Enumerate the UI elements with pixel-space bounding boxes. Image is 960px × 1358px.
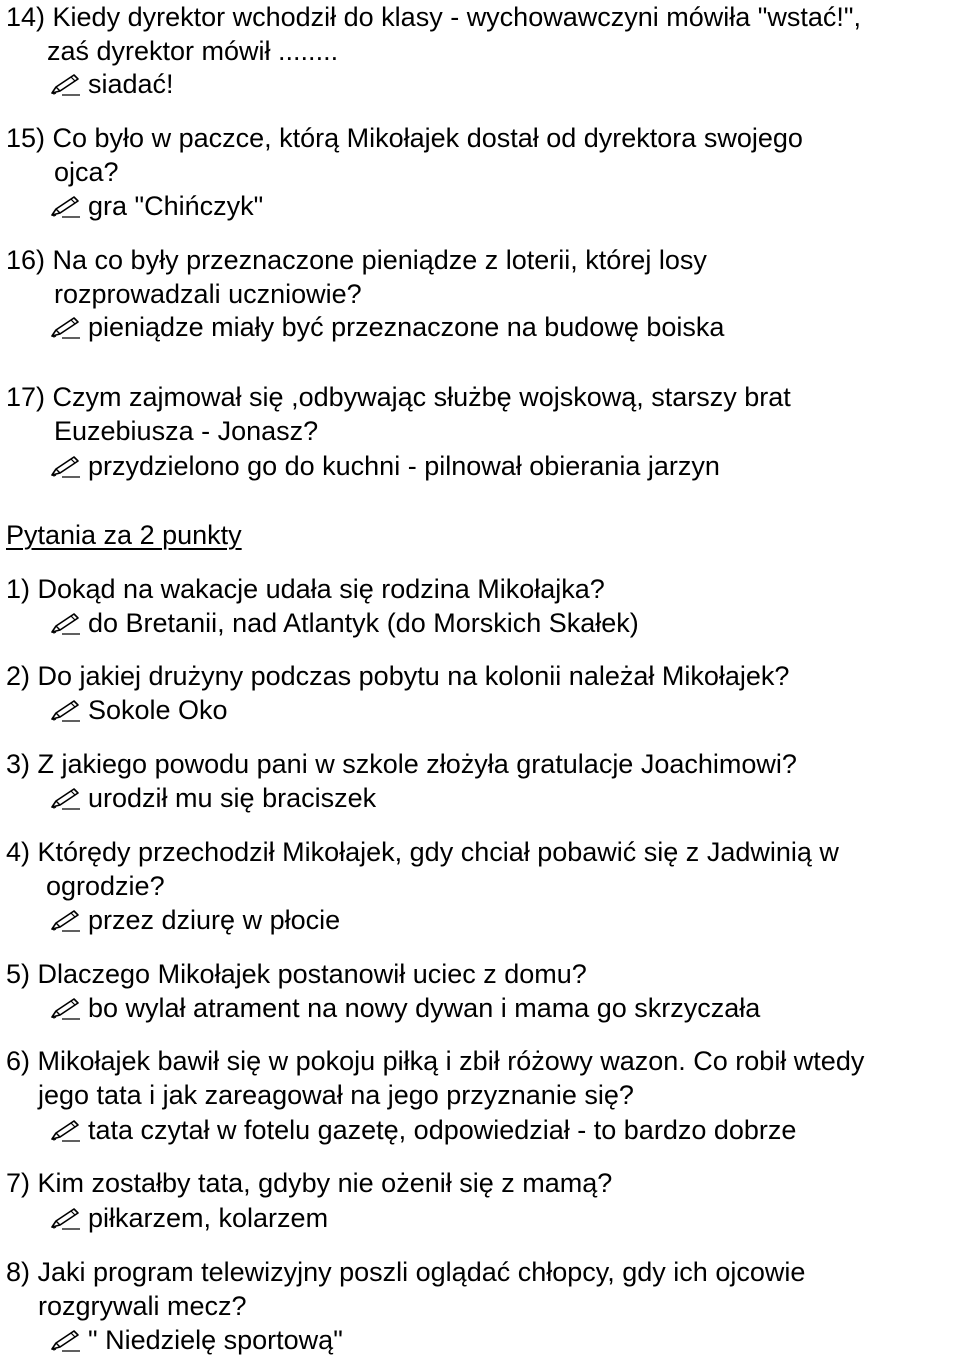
- pencil-icon: [50, 612, 84, 636]
- question-p6-line-2: jego tata i jak zareagował na jego przyznanie się?: [38, 1080, 634, 1110]
- question-p5-line-1: 5) Dlaczego Mikołajek postanowił uciec z domu?: [6, 959, 587, 989]
- pencil-icon: [50, 787, 84, 811]
- pencil-icon: [50, 73, 84, 97]
- question-16-line-1: 16) Na co były przeznaczone pieniądze z loterii, której losy: [6, 245, 707, 275]
- question-p8-line-1: 8) Jaki program telewizyjny poszli oglądać chłopcy, gdy ich ojcowie: [6, 1257, 806, 1287]
- question-17-line-1: 17) Czym zajmował się ,odbywając służbę wojskową, starszy brat: [6, 382, 791, 412]
- answer-16: pieniądze miały być przeznaczone na budowę boiska: [88, 312, 725, 342]
- question-p6-line-1: 6) Mikołajek bawił się w pokoju piłką i zbił różowy wazon. Co robił wtedy: [6, 1046, 865, 1076]
- answer-p4: przez dziurę w płocie: [88, 905, 341, 935]
- question-p8-line-2: rozgrywali mecz?: [38, 1291, 247, 1321]
- answer-15: gra "Chińczyk": [88, 191, 264, 221]
- pencil-icon: [50, 195, 84, 219]
- question-14-line-2: zaś dyrektor mówił ........: [47, 36, 339, 66]
- question-15-line-1: 15) Co było w paczce, którą Mikołajek dostał od dyrektora swojego: [6, 123, 803, 153]
- pencil-icon: [50, 997, 84, 1021]
- pencil-icon: [50, 1207, 84, 1231]
- answer-p5: bo wylał atrament na nowy dywan i mama go skrzyczała: [88, 993, 761, 1023]
- pencil-icon: [50, 1329, 84, 1353]
- answer-p7: piłkarzem, kolarzem: [88, 1203, 329, 1233]
- answer-p6: tata czytał w fotelu gazetę, odpowiedział - to bardzo dobrze: [88, 1115, 797, 1145]
- pencil-icon: [50, 316, 84, 340]
- question-p1-line-1: 1) Dokąd na wakacje udała się rodzina Mikołajka?: [6, 574, 605, 604]
- question-p7-line-1: 7) Kim zostałby tata, gdyby nie ożenił się z mamą?: [6, 1168, 613, 1198]
- pencil-icon: [50, 455, 84, 479]
- question-p4-line-2: ogrodzie?: [46, 871, 165, 901]
- question-16-line-2: rozprowadzali uczniowie?: [54, 279, 362, 309]
- pencil-icon: [50, 909, 84, 933]
- question-14-line-1: 14) Kiedy dyrektor wchodził do klasy - wychowawczyni mówiła "wstać!",: [6, 2, 861, 32]
- answer-p1: do Bretanii, nad Atlantyk (do Morskich Skałek): [88, 608, 639, 638]
- answer-14: siadać!: [88, 69, 174, 99]
- answer-p2: Sokole Oko: [88, 695, 228, 725]
- pencil-icon: [50, 699, 84, 723]
- question-p3-line-1: 3) Z jakiego powodu pani w szkole złożyła gratulacje Joachimowi?: [6, 749, 797, 779]
- question-17-line-2: Euzebiusza - Jonasz?: [54, 416, 319, 446]
- answer-p8: " Niedzielę sportową": [88, 1325, 343, 1355]
- question-p2-line-1: 2) Do jakiej drużyny podczas pobytu na kolonii należał Mikołajek?: [6, 661, 790, 691]
- question-p4-line-1: 4) Którędy przechodził Mikołajek, gdy chciał pobawić się z Jadwinią w: [6, 837, 839, 867]
- pencil-icon: [50, 1119, 84, 1143]
- answer-17: przydzielono go do kuchni - pilnował obierania jarzyn: [88, 451, 720, 481]
- section-heading: Pytania za 2 punkty: [6, 520, 242, 550]
- answer-p3: urodził mu się braciszek: [88, 783, 377, 813]
- question-15-line-2: ojca?: [54, 157, 119, 187]
